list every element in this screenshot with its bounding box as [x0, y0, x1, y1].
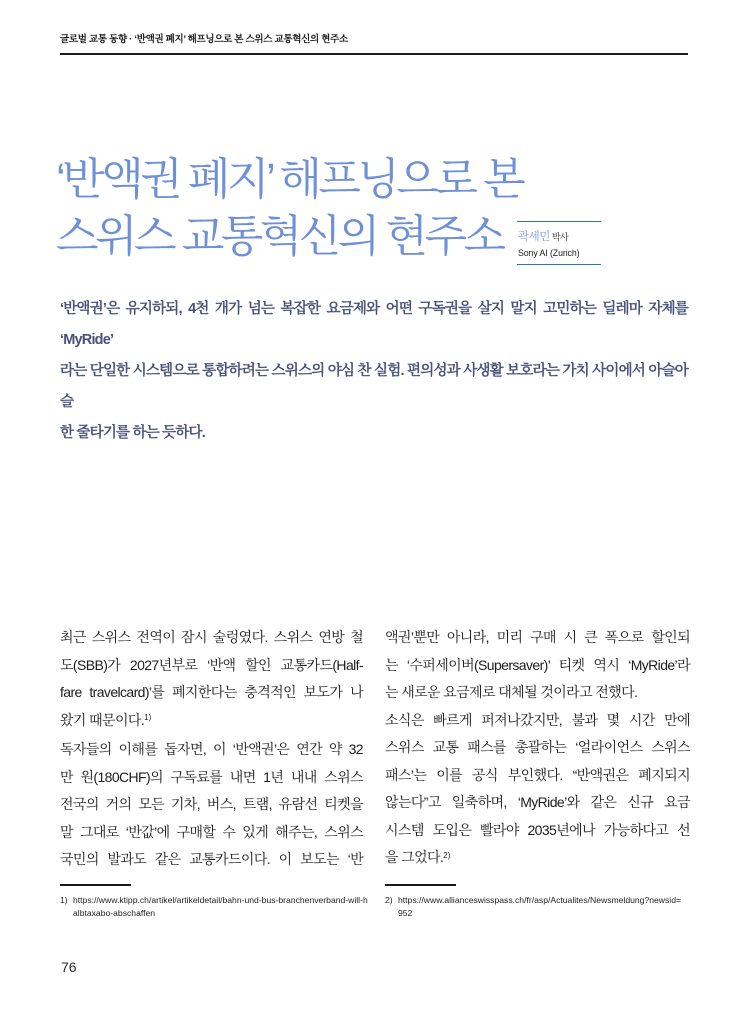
text-line: 최근 스위스 전역이 잠시 술렁였다. 스위스 연방 철: [60, 629, 363, 645]
author-affiliation: Sony AI (Zurich): [518, 248, 580, 258]
text-line: ‘반액권’은 유지하되, 4천 개가 넘는 복잡한 요금제와 어떤 구독권을 살지 말지 고민하는 딜레마 자체를 ‘MyRide’: [60, 301, 688, 348]
author-box: [517, 221, 601, 265]
text-line: 는 ‘수퍼세이버(Supersaver)’ 티켓 역시 ‘MyRide’라: [385, 656, 690, 673]
text-line: 않는다”고 일축하며, ‘MyRide’와 같은 신규 요금: [385, 794, 690, 810]
text-line: fare travelcard)’를 폐지한다는 충격적인 보도가 나: [60, 684, 363, 700]
text-line: 국민의 발과도 같은 교통카드이다. 이 보도는 ‘반: [60, 851, 363, 867]
lede-paragraph: [60, 294, 688, 449]
footnote-url: https://www.allianceswisspass.ch/fr/asp/Actualites/Newsmeldung?newsid=952: [398, 894, 682, 918]
text-line: 패스’는 이를 공식 부인했다. “반액권은 폐지되지: [385, 766, 690, 783]
text-line: 독자들의 이해를 돕자면, 이 ‘반액권’은 연간 약 32: [60, 741, 363, 757]
body-column-right: [385, 624, 690, 874]
page-number: 76: [61, 959, 77, 975]
text-line: 을 그었다.$^{2)}$: [385, 849, 451, 865]
footnote-divider: [385, 884, 456, 886]
running-header: 글로벌 교통 동향 · ‘반액권 폐지’ 해프닝으로 본 스위스 교통혁신의 현주소: [60, 34, 348, 45]
footnote-divider: [60, 884, 131, 886]
author-degree: 박사: [551, 232, 569, 242]
text-line: 는 새로운 요금제로 대체될 것이라고 전했다.: [385, 684, 638, 700]
text-line: 스위스 교통 패스를 총괄하는 ‘얼라이언스 스위스: [385, 739, 690, 755]
author-name: 곽세민: [518, 231, 550, 243]
text-line: 소식은 빠르게 퍼져나갔지만, 불과 몇 시간 만에: [385, 711, 690, 728]
article-title-line1: ‘반액권 폐지’ 해프닝으로 본: [56, 155, 523, 204]
footnote-marker: 2): [385, 894, 393, 905]
footnote-marker: 1): [60, 894, 68, 905]
text-line: 한 줄타기를 하는 듯하다.: [60, 425, 205, 441]
text-line: 만 원(180CHF)의 구독료를 내면 1년 내내 스위스: [60, 768, 363, 785]
author-name-row: [518, 227, 601, 245]
text-line: 말 그대로 ‘반값’에 구매할 수 있게 해주는, 스위스: [60, 823, 363, 840]
text-line: 왔기 때문이다.$^{1)}$: [60, 711, 152, 728]
article-title-line2: 스위스 교통혁신의 현주소: [56, 212, 503, 261]
body-column-left: [60, 624, 363, 874]
text-line: 액권’뿐만 아니라, 미리 구매 시 큰 폭으로 할인되: [385, 629, 690, 645]
footnote-2: [385, 884, 685, 921]
text-line: 라는 단일한 시스템으로 통합하려는 스위스의 야심 찬 실험. 편의성과 사생활 보호라는 가치 사이에서 아슬아슬: [60, 363, 688, 410]
footnote-1: [60, 884, 370, 921]
footnote-url: https://www.ktipp.ch/artikel/artikeldetail/bahn-und-bus-branchenverband-will-halbtaxabo-abschaffen: [73, 894, 368, 918]
text-line: 전국의 거의 모든 기차, 버스, 트램, 유람선 티켓을: [60, 796, 363, 812]
header-divider: [60, 53, 688, 55]
text-line: 시스템 도입은 빨라야 2035년에나 가능하다고 선: [385, 821, 690, 838]
text-line: 도(SBB)가 2027년부로 ‘반액 할인 교통카드(Half-: [60, 656, 363, 673]
